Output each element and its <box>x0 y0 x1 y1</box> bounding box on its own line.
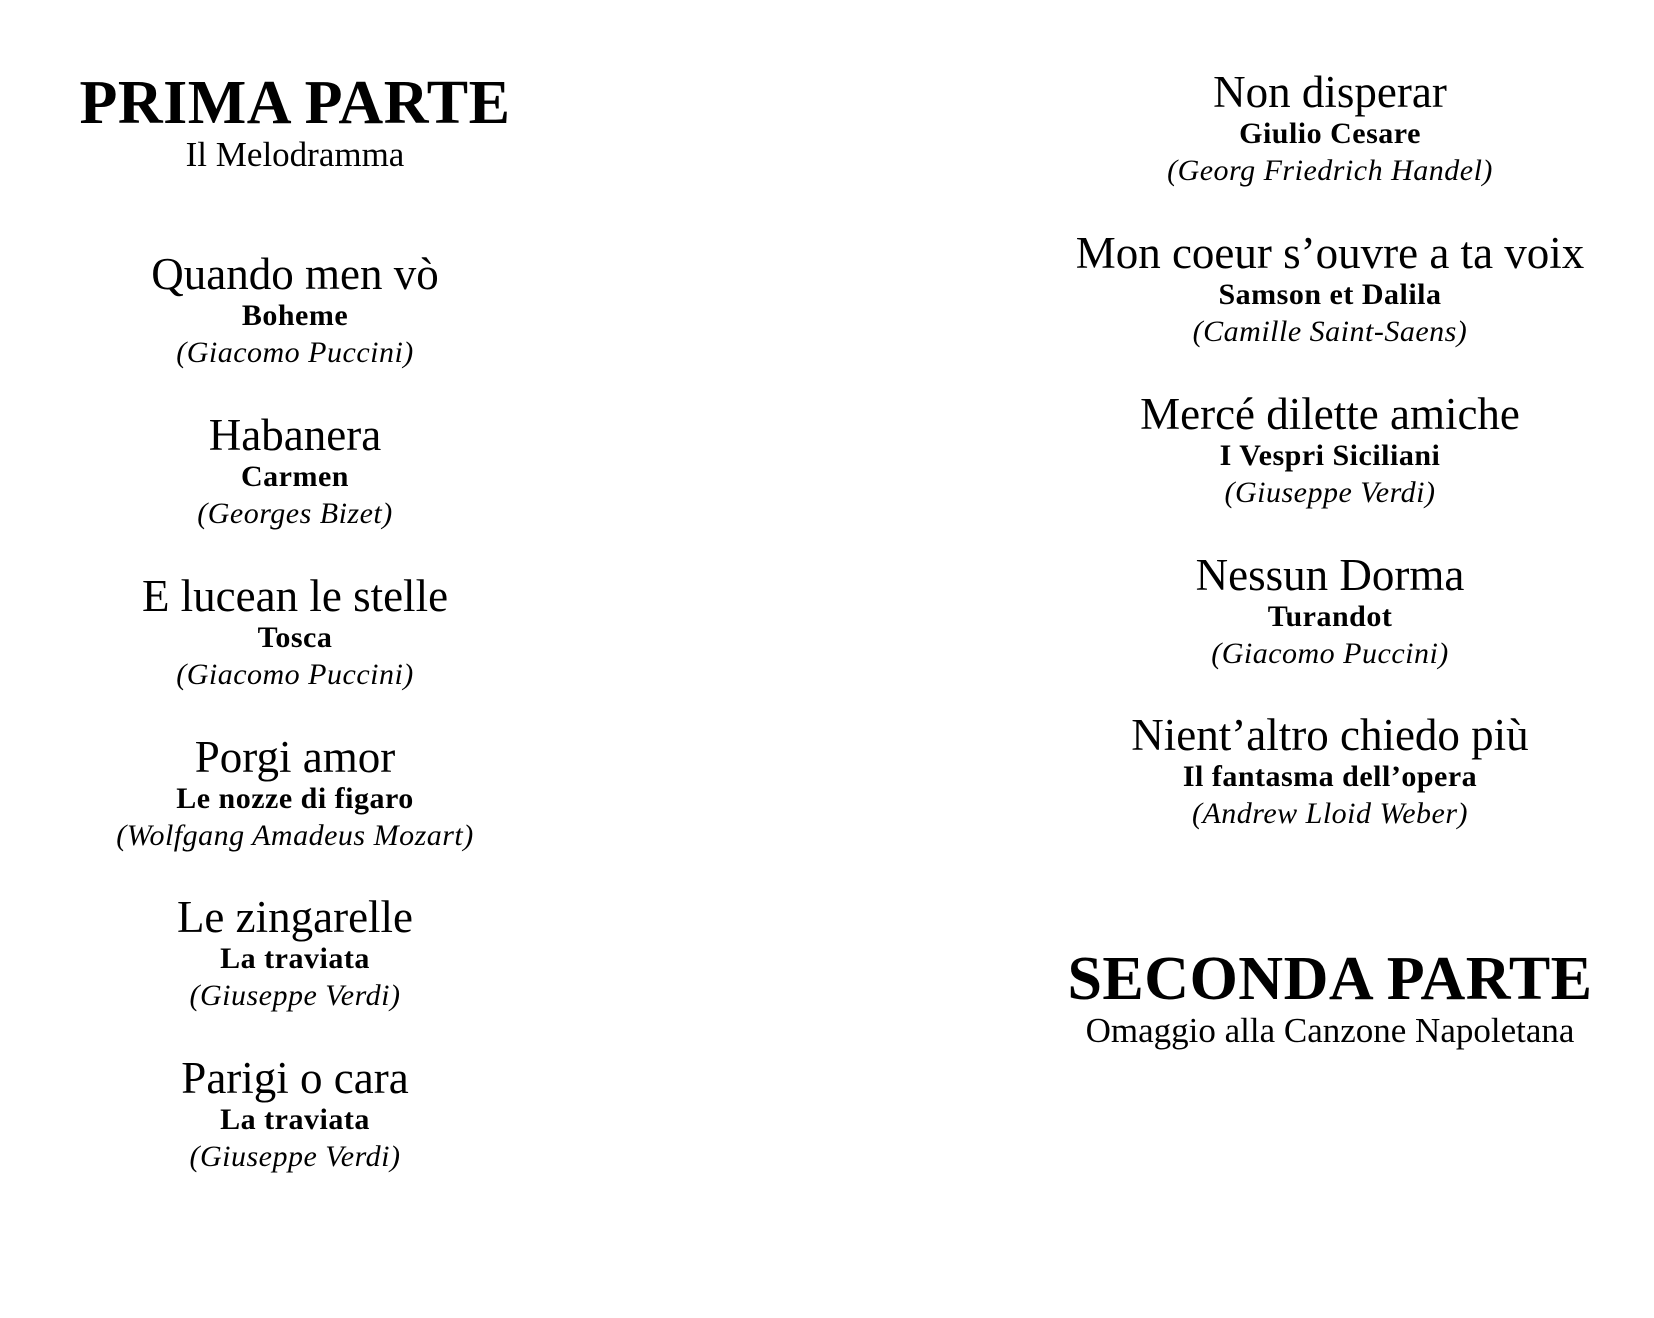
first-part-subtitle: Il Melodramma <box>185 135 405 174</box>
second-part-header <box>1010 945 1650 1052</box>
piece-composer: (Wolfgang Amadeus Mozart) <box>116 819 474 852</box>
piece-opera: Carmen <box>241 460 349 493</box>
piece-opera: Le nozze di figaro <box>176 782 414 815</box>
program-item <box>0 1054 590 1176</box>
piece-opera: Tosca <box>257 621 333 654</box>
piece-composer: (Giacomo Puccini) <box>176 336 414 369</box>
piece-title: Non disperar <box>1213 67 1447 117</box>
second-part-title: SECONDA PARTE <box>1067 945 1593 1013</box>
piece-title: Mon coeur s’ouvre a ta voix <box>1075 228 1585 278</box>
piece-composer: (Andrew Lloid Weber) <box>1191 797 1469 830</box>
piece-opera: La traviata <box>220 942 370 975</box>
piece-composer: (Camille Saint-Saens) <box>1192 315 1468 348</box>
program-item <box>0 893 590 1015</box>
piece-title: Nessun Dorma <box>1195 550 1465 600</box>
program-item <box>0 411 590 533</box>
piece-opera: La traviata <box>220 1103 370 1136</box>
piece-title: Nient’altro chiedo più <box>1131 710 1529 760</box>
piece-composer: (Georg Friedrich Handel) <box>1167 154 1493 187</box>
piece-composer: (Georges Bizet) <box>197 497 393 530</box>
piece-composer: (Giuseppe Verdi) <box>189 1140 401 1173</box>
piece-composer: (Giacomo Puccini) <box>1211 637 1449 670</box>
piece-composer: (Giuseppe Verdi) <box>1224 476 1436 509</box>
piece-title: Porgi amor <box>194 732 396 782</box>
program-item <box>0 250 590 372</box>
first-part-header <box>0 69 590 176</box>
piece-composer: (Giuseppe Verdi) <box>189 979 401 1012</box>
piece-title: Mercé dilette amiche <box>1140 389 1520 439</box>
piece-opera: Il fantasma dell’opera <box>1182 760 1478 793</box>
piece-title: Le zingarelle <box>176 892 414 942</box>
piece-composer: (Giacomo Puccini) <box>176 658 414 691</box>
piece-opera: Turandot <box>1267 600 1393 633</box>
piece-opera: I Vespri Siciliani <box>1219 439 1441 472</box>
program-item <box>0 733 590 855</box>
program-item <box>1010 390 1650 512</box>
piece-title: E lucean le stelle <box>141 571 449 621</box>
piece-title: Quando men vò <box>151 249 439 299</box>
program-item <box>1010 711 1650 833</box>
second-part-subtitle: Omaggio alla Canzone Napoletana <box>1085 1011 1575 1050</box>
piece-title: Parigi o cara <box>181 1053 409 1103</box>
piece-title: Habanera <box>208 410 382 460</box>
piece-opera: Giulio Cesare <box>1239 117 1421 150</box>
first-part-title: PRIMA PARTE <box>79 69 511 137</box>
program-item <box>0 572 590 694</box>
piece-opera: Samson et Dalila <box>1218 278 1442 311</box>
piece-opera: Boheme <box>241 299 349 332</box>
program-item <box>1010 551 1650 673</box>
program-item <box>1010 229 1650 351</box>
program-item <box>1010 68 1650 190</box>
